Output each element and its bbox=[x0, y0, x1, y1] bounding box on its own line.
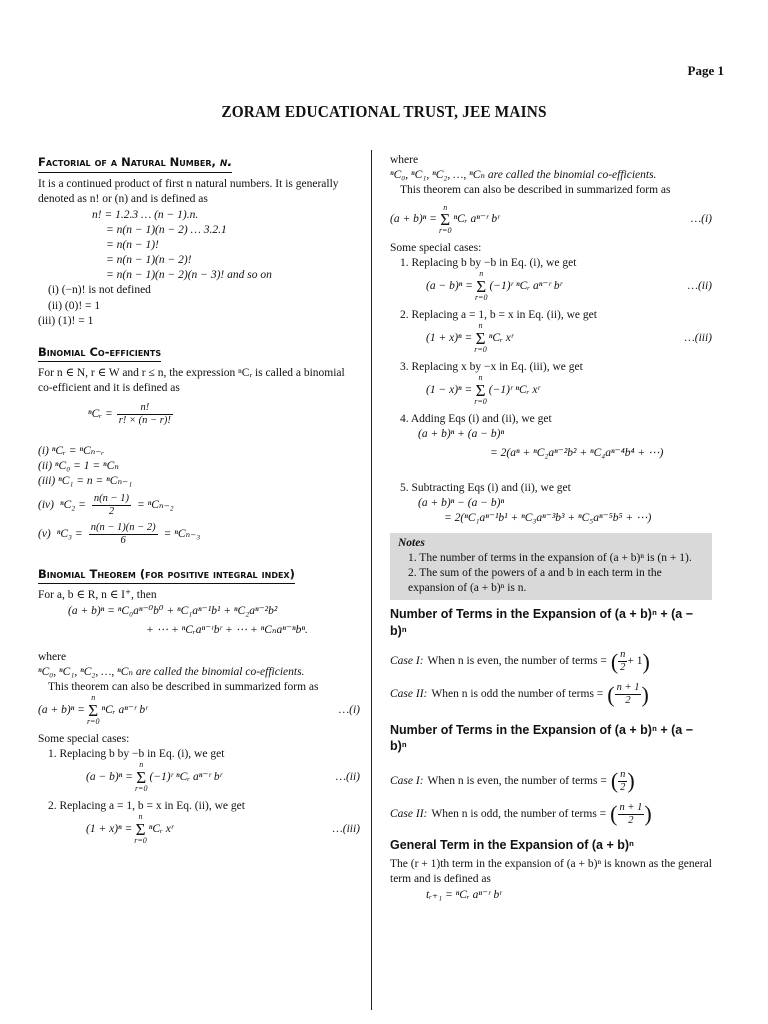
theorem-case-1: 1. Replacing b by −b in Eq. (i), we get bbox=[48, 748, 225, 761]
property-rhs: = ⁿCₙ₋₃ bbox=[163, 528, 201, 541]
notes-box bbox=[390, 533, 712, 601]
notes-heading: Notes bbox=[398, 536, 425, 549]
sigma-bottom: r=0 bbox=[474, 396, 487, 406]
theorem-coeff-text: ⁿC₀, ⁿC₁, ⁿC₂, …, ⁿCₙ are called the binomial co-efficients. bbox=[38, 666, 305, 679]
case-text: When n is even, the number of terms = bbox=[427, 774, 607, 787]
terms2-case-1 bbox=[390, 769, 712, 794]
sigma-top: n bbox=[443, 202, 448, 212]
case-3: 3. Replacing x by −x in Eq. (iii), we get bbox=[400, 360, 583, 373]
sigma-icon: n Σ r=0 bbox=[134, 812, 147, 845]
theorem-intro: For a, b ∈ R, n ∈ I⁺, then bbox=[38, 589, 157, 602]
case-value: ( $\frac{n + 1}{2}$ ) bbox=[610, 801, 652, 827]
terms-case-1 bbox=[390, 649, 712, 674]
theorem-eq-ii bbox=[38, 762, 360, 793]
sigma-icon: n Σ r=0 bbox=[438, 202, 452, 236]
case-denominator: 2 bbox=[628, 814, 634, 826]
definition-numerator: n! bbox=[117, 402, 173, 415]
theorem-expansion-line: (a + b)ⁿ = ⁿC₀aⁿ⁻⁰b⁰ + ⁿC₁aⁿ⁻¹b¹ + ⁿC₂aⁿ⁻²b² bbox=[68, 604, 278, 617]
case-value: ( $\frac{n + 1}{2}$ ) bbox=[607, 681, 649, 707]
definition-denominator: r! × (n − r)! bbox=[118, 415, 171, 427]
case-4: 4. Adding Eqs (i) and (ii), we get bbox=[400, 412, 552, 425]
coeff-text: ⁿC₀, ⁿC₁, ⁿC₂, …, ⁿCₙ are called the binomial co-efficients. bbox=[390, 169, 657, 182]
case-value: ( $\frac{n}{2}$ + 1 ) bbox=[610, 648, 650, 674]
eq-expression bbox=[426, 323, 513, 354]
eq-rhs: ⁿCᵣ xʳ bbox=[148, 822, 174, 835]
property-fraction bbox=[89, 522, 158, 547]
theorem-eq-i bbox=[38, 695, 360, 726]
column-divider bbox=[371, 150, 372, 1010]
sigma-icon: n Σ r=0 bbox=[86, 693, 100, 727]
theorem-eq-iii bbox=[38, 814, 360, 845]
case-2: 2. Replacing a = 1, b = x in Eq. (ii), we get bbox=[400, 309, 597, 322]
case-denominator: 2 bbox=[620, 662, 626, 674]
case-label: Case II: bbox=[390, 688, 428, 701]
factorial-heading-var: n. bbox=[219, 155, 233, 170]
property-numerator: n(n − 1) bbox=[92, 493, 131, 506]
eq-number: …(ii) bbox=[687, 280, 712, 293]
coeff-property: (ii) ⁿC₀ = 1 = ⁿCₙ bbox=[38, 459, 119, 472]
case-4-line: (a + b)ⁿ + (a − b)ⁿ bbox=[418, 427, 505, 440]
case-numerator: n bbox=[618, 649, 627, 662]
factorial-line: = n(n − 1)(n − 2)(n − 3)! and so on bbox=[106, 269, 272, 282]
sigma-top: n bbox=[138, 812, 143, 822]
factorial-item: (ii) (0)! = 1 bbox=[48, 299, 101, 312]
definition-lhs: ⁿCᵣ = bbox=[88, 408, 113, 421]
binomial-coeff-intro: For n ∈ N, r ∈ W and r ≤ n, the expression ⁿCᵣ is called a binomial co-efficient and it is defined as bbox=[38, 367, 345, 395]
factorial-heading bbox=[38, 154, 232, 173]
coeff-property: (i) ⁿCᵣ = ⁿCₙ₋ᵣ bbox=[38, 444, 105, 457]
property-lhs: ⁿC₂ = bbox=[59, 499, 86, 511]
factorial-intro: It is a continued product of first n natural numbers. It is generally denoted as n! or (n) and is defined as bbox=[38, 178, 339, 206]
sigma-icon: n Σ r=0 bbox=[474, 321, 487, 355]
general-term-formula: tᵣ₊₁ = ⁿCᵣ aⁿ⁻ʳ bʳ bbox=[426, 888, 502, 901]
eq-lhs: (a − b)ⁿ = bbox=[426, 280, 473, 293]
case-5: 5. Subtracting Eqs (i) and (ii), we get bbox=[400, 482, 571, 495]
sigma-bottom: r=0 bbox=[134, 835, 147, 845]
terms2-case-2 bbox=[390, 802, 712, 827]
summ-text: This theorem can also be described in summarized form as bbox=[400, 184, 671, 197]
document-title: ZORAM EDUCATIONAL TRUST, JEE MAINS bbox=[221, 102, 547, 121]
case-5-line: = 2(ⁿC₁aⁿ⁻¹b¹ + ⁿC₃aⁿ⁻³b³ + ⁿC₅aⁿ⁻⁵b⁵ + ⋯) bbox=[444, 512, 652, 525]
eq-expression bbox=[38, 695, 148, 726]
coeff-property-v bbox=[38, 522, 360, 547]
eq-rhs: (−1)ʳ ⁿCᵣ aⁿ⁻ʳ bʳ bbox=[149, 771, 223, 784]
sigma-icon: n Σ r=0 bbox=[474, 269, 488, 303]
case-denominator: 2 bbox=[625, 695, 631, 707]
general-term-heading: General Term in the Expansion of (a + b)ⁿ bbox=[390, 837, 635, 852]
eq-number: …(ii) bbox=[335, 771, 360, 784]
eq-rhs: ⁿCᵣ aⁿ⁻ʳ bʳ bbox=[453, 213, 500, 226]
theorem-expansion-line: + ⋯ + ⁿCᵣaⁿ⁻ʳbʳ + ⋯ + ⁿCₙaⁿ⁻ⁿbⁿ. bbox=[146, 623, 308, 636]
right-column bbox=[390, 153, 712, 903]
definition-fraction bbox=[117, 402, 173, 427]
eq-ii bbox=[390, 271, 712, 302]
factorial-heading-text: Factorial of a Natural Number, bbox=[38, 155, 216, 169]
property-rhs: = ⁿCₙ₋₂ bbox=[137, 499, 174, 511]
left-column bbox=[38, 154, 360, 845]
eq-lhs: (a + b)ⁿ = bbox=[390, 213, 437, 226]
theorem-special-cases: Some special cases: bbox=[38, 733, 130, 746]
property-label: (iv) bbox=[38, 499, 54, 511]
coeff-property-iv bbox=[38, 493, 360, 518]
case-label: Case I: bbox=[390, 774, 424, 787]
eq-lhs: (a + b)ⁿ = bbox=[38, 704, 85, 717]
case-value: ( $\frac{n}{2}$ ) bbox=[610, 768, 635, 794]
theorem-where: where bbox=[38, 650, 67, 663]
eq-lhs: (a − b)ⁿ = bbox=[86, 771, 133, 784]
eq-lhs: (1 + x)ⁿ = bbox=[426, 331, 473, 344]
sigma-top: n bbox=[478, 321, 483, 331]
terms-heading-2: Number of Terms in the Expansion of (a + b)ⁿ + (a − b)ⁿ bbox=[390, 722, 694, 754]
case-label: Case II: bbox=[390, 807, 428, 820]
case-denominator: 2 bbox=[620, 781, 626, 793]
note-item: 1. The number of terms in the expansion of (a + b)ⁿ is (n + 1). bbox=[408, 551, 692, 564]
case-label: Case I: bbox=[390, 655, 424, 668]
eq-number: …(iii) bbox=[684, 331, 712, 344]
case-4-line: = 2(aⁿ + ⁿC₂aⁿ⁻²b² + ⁿC₄aⁿ⁻⁴b⁴ + ⋯) bbox=[490, 446, 664, 459]
case-text: When n is odd, the number of terms = bbox=[431, 807, 607, 820]
binomial-theorem-heading: Binomial Theorem (for positive integral index) bbox=[38, 567, 295, 584]
page-number: Page 1 bbox=[687, 63, 724, 78]
factorial-line: = n(n − 1)! bbox=[106, 238, 159, 251]
sigma-bottom: r=0 bbox=[86, 717, 100, 727]
eq-number: …(i) bbox=[338, 704, 360, 717]
sigma-top: n bbox=[479, 269, 484, 279]
case-text: When n is odd the number of terms = bbox=[431, 688, 604, 701]
eq-number: …(iii) bbox=[332, 822, 360, 835]
eq-rhs: (−1)ʳ ⁿCᵣ aⁿ⁻ʳ bʳ bbox=[489, 280, 563, 293]
note-item: 2. The sum of the powers of a and b in each term in the expansion of (a + b)ⁿ is n. bbox=[408, 566, 662, 595]
eq-expression bbox=[426, 372, 541, 406]
theorem-case-2: 2. Replacing a = 1, b = x in Eq. (ii), we get bbox=[48, 800, 245, 813]
factorial-item: (iii) (1)! = 1 bbox=[38, 314, 94, 327]
special-cases: Some special cases: bbox=[390, 242, 482, 255]
factorial-line: n! = 1.2.3 … (n − 1).n. bbox=[92, 208, 199, 221]
theorem-summ-text: This theorem can also be described in summarized form as bbox=[48, 681, 319, 694]
property-label: (v) bbox=[38, 528, 51, 541]
case-1: 1. Replacing b by −b in Eq. (i), we get bbox=[400, 257, 577, 270]
case-numerator: n + 1 bbox=[618, 802, 645, 815]
binomial-coeff-heading: Binomial Co-efficients bbox=[38, 345, 161, 362]
factorial-line: = n(n − 1)(n − 2)! bbox=[106, 254, 192, 267]
sigma-bottom: r=0 bbox=[474, 293, 488, 303]
sigma-icon: n Σ r=0 bbox=[474, 372, 487, 406]
factorial-item: (i) (−n)! is not defined bbox=[48, 284, 151, 297]
general-term-text: The (r + 1)th term in the expansion of (a + b)ⁿ is known as the general term and is defined as bbox=[390, 858, 712, 886]
eq-lhs: (1 − x)ⁿ = bbox=[426, 383, 473, 396]
sigma-top: n bbox=[139, 760, 144, 770]
sigma-top: n bbox=[478, 372, 483, 382]
eq-iii bbox=[390, 323, 712, 354]
case-numerator: n bbox=[618, 769, 627, 782]
binomial-coeff-definition bbox=[38, 402, 360, 427]
eq-rhs: ⁿCᵣ xʳ bbox=[488, 331, 514, 344]
eq-expression bbox=[390, 202, 500, 236]
eq-expression bbox=[86, 762, 222, 793]
coeff-property: (iii) ⁿC₁ = n = ⁿCₙ₋₁ bbox=[38, 474, 133, 487]
case-5-line: (a + b)ⁿ − (a − b)ⁿ bbox=[418, 497, 505, 510]
eq-i bbox=[390, 202, 712, 236]
eq-iv bbox=[390, 372, 712, 406]
property-fraction bbox=[92, 493, 131, 518]
eq-number: …(i) bbox=[690, 213, 712, 226]
eq-expression bbox=[86, 814, 173, 845]
eq-lhs: (1 + x)ⁿ = bbox=[86, 822, 133, 835]
eq-rhs: (−1)ʳ ⁿCᵣ xʳ bbox=[488, 383, 541, 396]
case-numerator: n + 1 bbox=[615, 682, 642, 695]
property-denominator: 6 bbox=[120, 535, 126, 547]
sigma-bottom: r=0 bbox=[438, 226, 452, 236]
where-label: where bbox=[390, 154, 419, 166]
factorial-line: = n(n − 1)(n − 2) … 3.2.1 bbox=[106, 223, 227, 236]
case-text: When n is even, the number of terms = bbox=[427, 655, 607, 668]
case-tail: + 1 bbox=[627, 655, 643, 668]
terms-case-2 bbox=[390, 682, 712, 707]
eq-rhs: ⁿCᵣ aⁿ⁻ʳ bʳ bbox=[101, 704, 148, 717]
sigma-icon: n Σ r=0 bbox=[134, 760, 148, 794]
property-denominator: 2 bbox=[108, 506, 115, 518]
sigma-bottom: r=0 bbox=[474, 345, 487, 355]
terms-heading-1: Number of Terms in the Expansion of (a + b)ⁿ + (a − b)ⁿ bbox=[390, 607, 694, 638]
sigma-top: n bbox=[91, 693, 96, 703]
eq-expression bbox=[426, 271, 562, 302]
property-lhs: ⁿC₃ = bbox=[56, 528, 83, 541]
property-numerator: n(n − 1)(n − 2) bbox=[89, 522, 158, 535]
sigma-bottom: r=0 bbox=[134, 784, 148, 794]
